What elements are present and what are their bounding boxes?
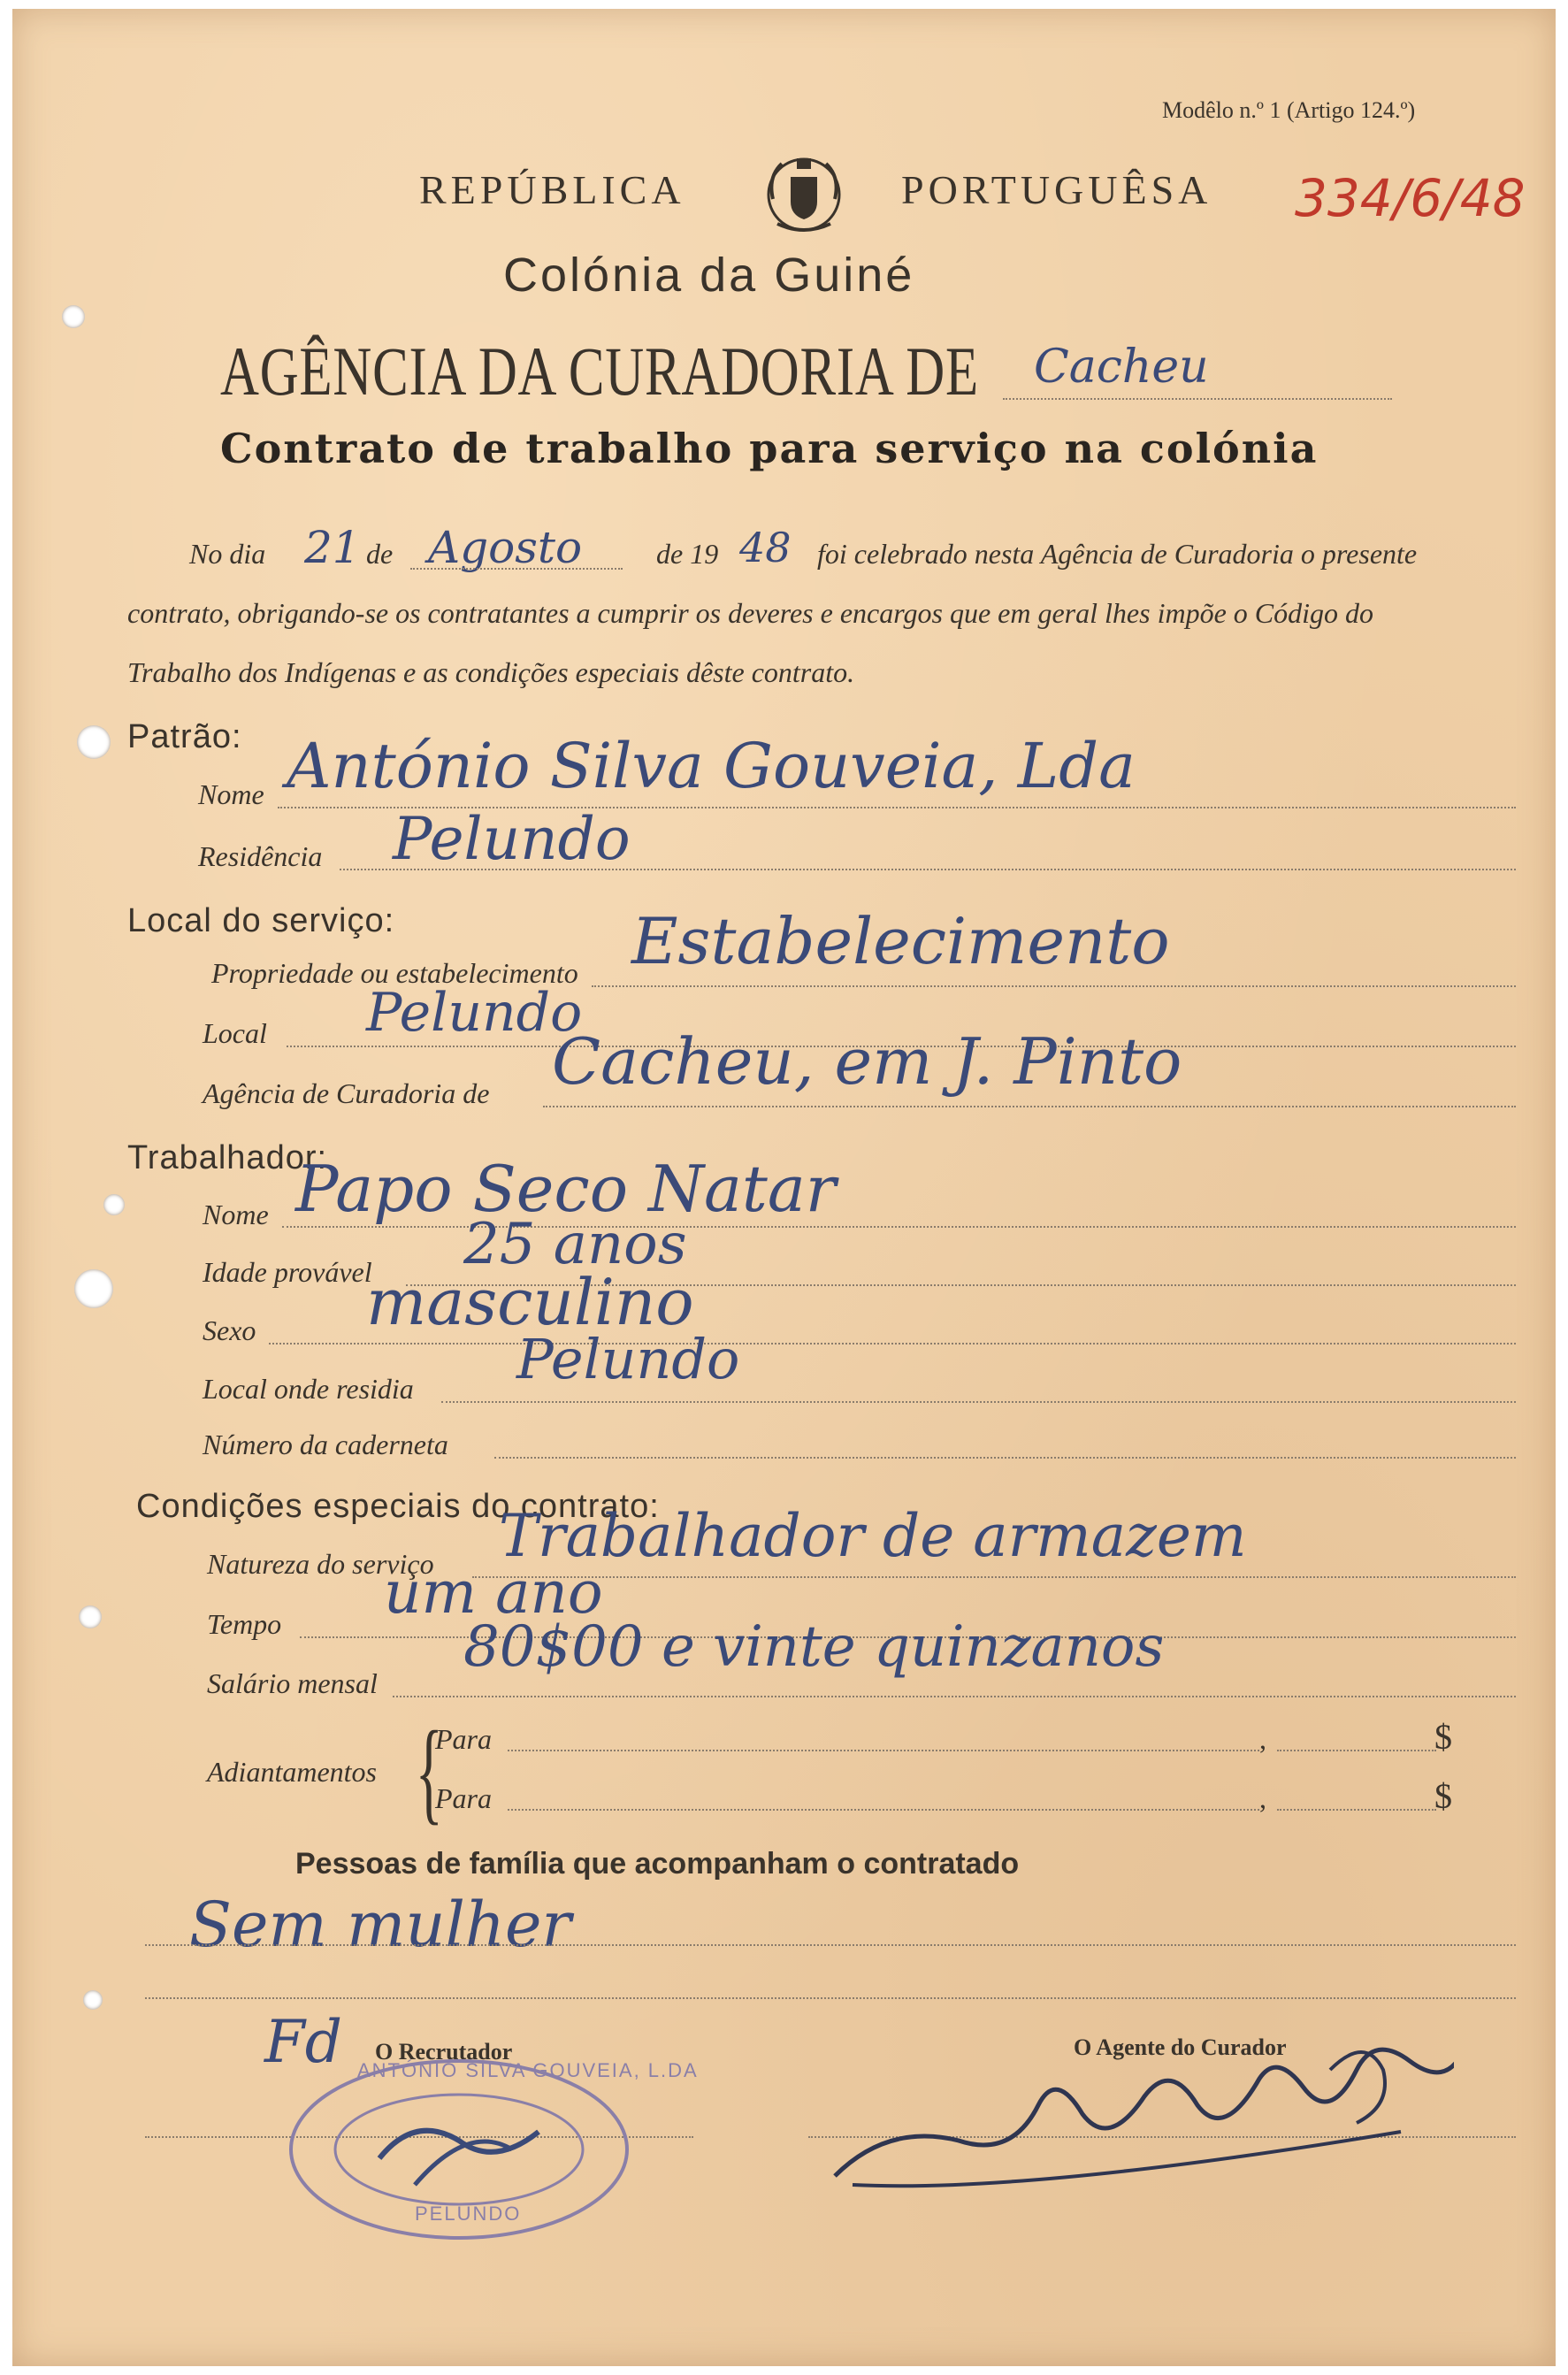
stamp-text-bottom: PELUNDO	[415, 2203, 522, 2225]
coat-of-arms-icon	[755, 146, 853, 243]
worker-sex-value: masculino	[366, 1265, 694, 1339]
agent-signature	[817, 2017, 1454, 2211]
day-value: 21	[304, 522, 361, 573]
punch-hole	[77, 725, 111, 759]
advance-para-1: Para	[435, 1723, 492, 1755]
advances-brace: {	[415, 1708, 443, 1835]
advance-para-2: Para	[435, 1782, 492, 1814]
punch-hole	[79, 1605, 102, 1628]
familia-heading: Pessoas de família que acompanham o contratado	[295, 1847, 1020, 1881]
advance-line-2	[508, 1809, 1259, 1811]
intro-text-1: foi celebrado nesta Agência de Curadoria o presente	[817, 538, 1418, 570]
salary-value: 80$00 e vinte quinzanos	[463, 1614, 1165, 1680]
republic-left: REPÚBLICA	[419, 167, 685, 212]
worker-age-label: Idade provável	[203, 1256, 372, 1288]
worker-residence-value: Pelundo	[516, 1327, 740, 1391]
advances-label: Adiantamentos	[207, 1756, 377, 1788]
advance-cents-line-1	[1277, 1750, 1436, 1751]
property-line	[592, 985, 1516, 987]
punch-hole	[103, 1194, 125, 1215]
punch-hole	[83, 1990, 103, 2010]
punch-hole	[62, 305, 85, 328]
local-label: Local	[203, 1017, 267, 1049]
advance-line-1	[508, 1750, 1259, 1751]
reference-number: 334/6/48	[1295, 168, 1526, 228]
local-value: Pelundo	[366, 982, 583, 1044]
agent-label: O Agente do Curador	[1074, 2034, 1287, 2060]
month-line	[410, 568, 623, 570]
advance-cents-line-2	[1277, 1809, 1436, 1811]
stamp-text-top: ANTÓNIO SILVA GOUVEIA, L.DA	[357, 2059, 699, 2081]
intro-text-2: contrato, obrigando-se os contratantes a cumprir os deveres e encargos que em geral lhes impõe o Código do	[127, 597, 1373, 629]
patrao-name-label: Nome	[198, 778, 264, 810]
salary-label: Salário mensal	[207, 1667, 378, 1699]
local-servico-heading: Local do serviço:	[127, 902, 395, 939]
punch-hole	[74, 1269, 113, 1308]
year-prefix: de 19	[656, 538, 719, 570]
advance-comma-1: ,	[1259, 1723, 1266, 1755]
patrao-name-value: António Silva Gouveia, Lda	[287, 730, 1136, 802]
model-number: Modêlo n.º 1 (Artigo 124.º)	[1162, 97, 1416, 123]
advance-currency-2: $	[1434, 1776, 1452, 1816]
patrao-residence-label: Residência	[198, 840, 323, 872]
agency-title: AGÊNCIA DA CURADORIA DE	[220, 333, 979, 410]
time-value: um ano	[384, 1559, 603, 1627]
advance-comma-2: ,	[1259, 1782, 1266, 1814]
patrao-residence-value: Pelundo	[393, 805, 631, 873]
condicoes-heading: Condições especiais do contrato:	[136, 1488, 660, 1525]
worker-age-value: 25 anos	[463, 1212, 687, 1277]
salary-line	[393, 1696, 1516, 1697]
worker-card-line	[494, 1457, 1516, 1459]
worker-sex-line	[269, 1343, 1516, 1345]
agency-place-line	[1003, 398, 1392, 400]
recruiter-label: O Recrutador	[375, 2039, 513, 2065]
month-value: Agosto	[428, 522, 583, 573]
familia-line-2	[145, 1997, 1516, 1999]
worker-sex-label: Sexo	[203, 1314, 256, 1346]
month-label: de	[366, 538, 394, 570]
trabalhador-heading: Trabalhador:	[127, 1139, 328, 1176]
nature-label: Natureza do serviço	[207, 1548, 434, 1580]
day-label: No dia	[189, 538, 266, 570]
property-value: Estabelecimento	[631, 904, 1170, 978]
recruiter-initials: Fd	[264, 2008, 343, 2076]
patrao-heading: Patrão:	[127, 718, 242, 755]
nature-line	[472, 1576, 1516, 1578]
worker-name-label: Nome	[203, 1199, 269, 1230]
advance-currency-1: $	[1434, 1717, 1452, 1757]
contract-subtitle: Contrato de trabalho para serviço na colónia	[220, 425, 1319, 472]
agency-value: Cacheu, em J. Pinto	[552, 1024, 1182, 1099]
property-label: Propriedade ou estabelecimento	[211, 957, 578, 989]
worker-name-value: Papo Seco Natar	[295, 1152, 837, 1226]
familia-value: Sem mulher	[189, 1889, 571, 1961]
colony-title: Colónia da Guiné	[503, 249, 915, 302]
republic-right: PORTUGUÊSA	[901, 167, 1212, 212]
agency-label: Agência de Curadoria de	[203, 1077, 490, 1109]
time-label: Tempo	[207, 1608, 282, 1640]
agency-place-value: Cacheu	[1034, 341, 1209, 394]
agency-line	[543, 1106, 1516, 1107]
contract-page	[12, 9, 1556, 2366]
year-value: 48	[739, 524, 792, 571]
intro-text-3: Trabalho dos Indígenas e as condições especiais dêste contrato.	[127, 656, 855, 688]
nature-value: Trabalhador de armazem	[499, 1502, 1247, 1570]
worker-card-label: Número da caderneta	[203, 1429, 448, 1460]
familia-line-1	[145, 1944, 1516, 1946]
worker-residence-line	[441, 1401, 1516, 1403]
worker-residence-label: Local onde residia	[203, 1373, 414, 1405]
